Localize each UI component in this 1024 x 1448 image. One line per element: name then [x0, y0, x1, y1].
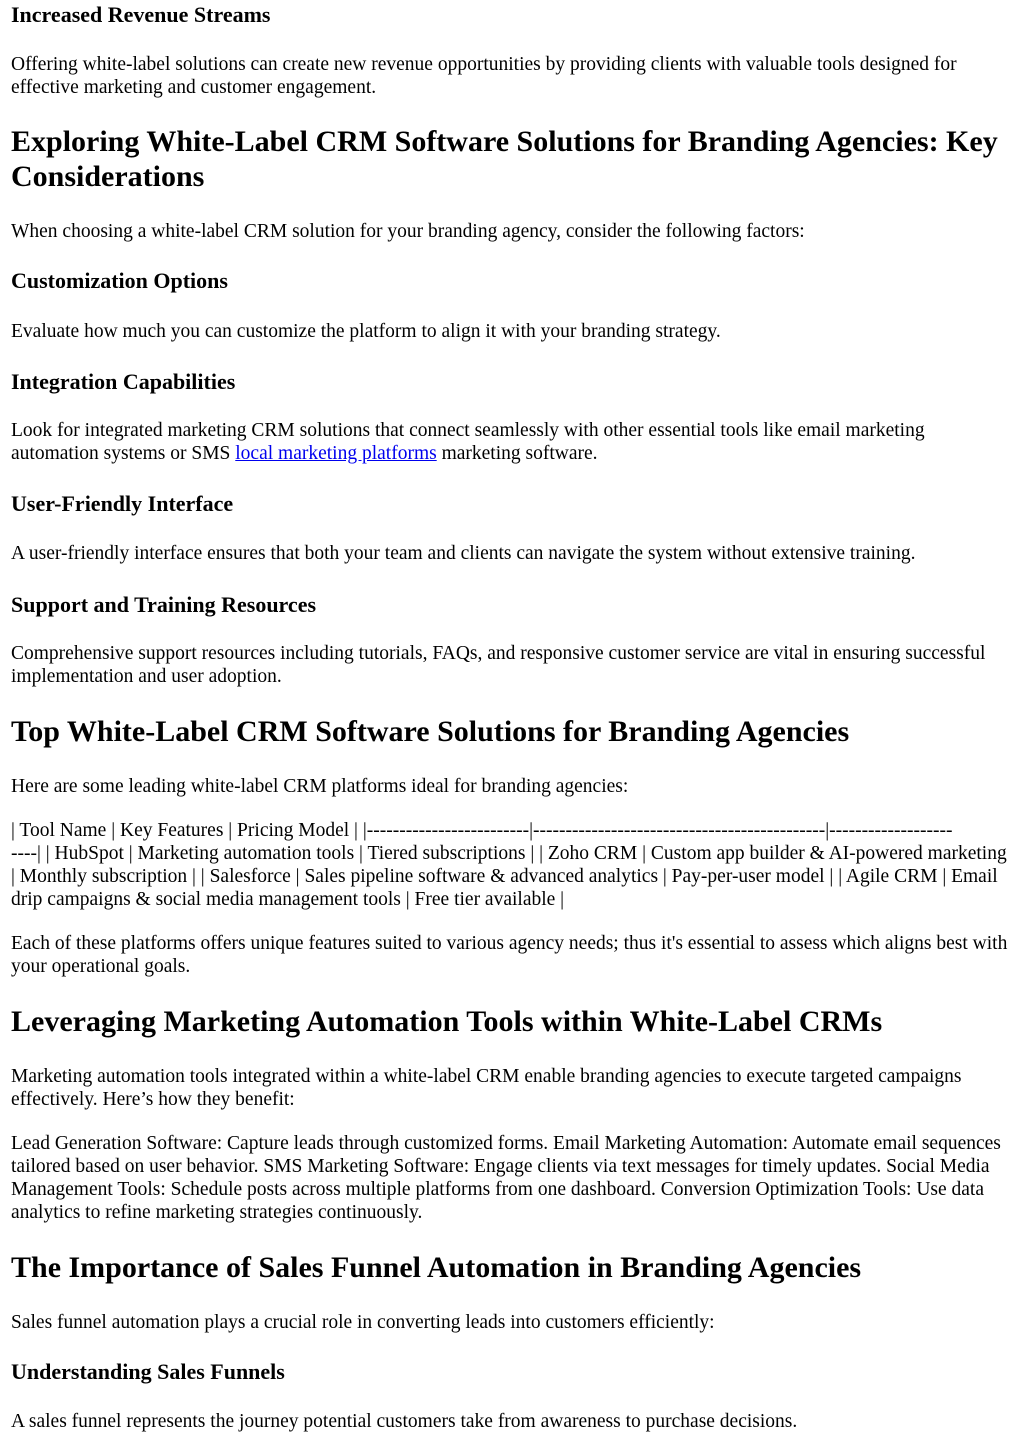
paragraph-integration-text-before: Look for integrated marketing CRM solutions that connect seamlessly with other essential tools like email marketing automation systems or SMS	[11, 420, 925, 464]
heading-increased-revenue: Increased Revenue Streams	[11, 2, 271, 27]
tool-table-text-line-1: | Tool Name | Key Features | Pricing Model | |-------------------------|---------------------------------------------|-------------------	[11, 820, 953, 841]
paragraph-exploring: When choosing a white-label CRM solution for your branding agency, consider the following factors:	[11, 221, 805, 242]
heading-leveraging-automation: Leveraging Marketing Automation Tools within White-Label CRMs	[11, 1005, 883, 1038]
heading-integration-capabilities: Integration Capabilities	[11, 369, 236, 394]
paragraph-increased-revenue: Offering white-label solutions can create new revenue opportunities by providing clients with valuable tools designed for effective marketing and customer engagement.	[11, 54, 957, 98]
heading-understanding-sales-funnels: Understanding Sales Funnels	[11, 1359, 285, 1384]
heading-exploring-white-label: Exploring White-Label CRM Software Solutions for Branding Agencies: Key Considerations	[11, 125, 998, 193]
local-marketing-platforms-link[interactable]: local marketing platforms	[235, 443, 437, 464]
tool-table-text-rest: ----| | HubSpot | Marketing automation tools | Tiered subscriptions | | Zoho CRM | Custom app builder & AI-powered marketing | Monthly subscription | | Salesforce | Sales pipeline software & advanced analytics | Pay-per-user model | | Agile CRM | Email drip campaigns & social media management tools | Free tier available |	[11, 843, 1007, 910]
heading-top-solutions: Top White-Label CRM Software Solutions for Branding Agencies	[11, 715, 850, 748]
paragraph-integration	[11, 419, 1014, 465]
heading-sales-funnel-automation: The Importance of Sales Funnel Automation in Branding Agencies	[11, 1251, 862, 1284]
paragraph-integration-text-after: marketing software.	[436, 443, 598, 464]
paragraph-user-friendly: A user-friendly interface ensures that both your team and clients can navigate the system without extensive training.	[11, 543, 916, 564]
heading-support-training: Support and Training Resources	[11, 592, 317, 617]
paragraph-automation-tools: Lead Generation Software: Capture leads through customized forms. Email Marketing Automation: Automate email sequences tailored based on user behavior. SMS Marketing Software: Engage clients via text messages for timely updates. Social Media Management Tools: Schedule posts across multiple platforms from one dashboard. Conversion Optimization Tools: Use data analytics to refine marketing strategies continuously.	[11, 1133, 1001, 1223]
paragraph-customization: Evaluate how much you can customize the platform to align it with your branding strategy.	[11, 321, 721, 342]
paragraph-leveraging: Marketing automation tools integrated within a white-label CRM enable branding agencies to execute targeted campaigns effectively. Here’s how they benefit:	[11, 1066, 962, 1110]
paragraph-sales-funnel: Sales funnel automation plays a crucial role in converting leads into customers efficiently:	[11, 1312, 715, 1333]
heading-user-friendly-interface: User-Friendly Interface	[11, 491, 234, 516]
paragraph-platforms: Each of these platforms offers unique features suited to various agency needs; thus it's essential to assess which aligns best with your operational goals.	[11, 933, 1008, 977]
paragraph-understanding: A sales funnel represents the journey potential customers take from awareness to purchase decisions.	[11, 1411, 798, 1432]
paragraph-top-solutions: Here are some leading white-label CRM platforms ideal for branding agencies:	[11, 776, 629, 797]
paragraph-support: Comprehensive support resources including tutorials, FAQs, and responsive customer service are vital in ensuring successful implementation and user adoption.	[11, 643, 986, 687]
heading-customization-options: Customization Options	[11, 268, 228, 293]
